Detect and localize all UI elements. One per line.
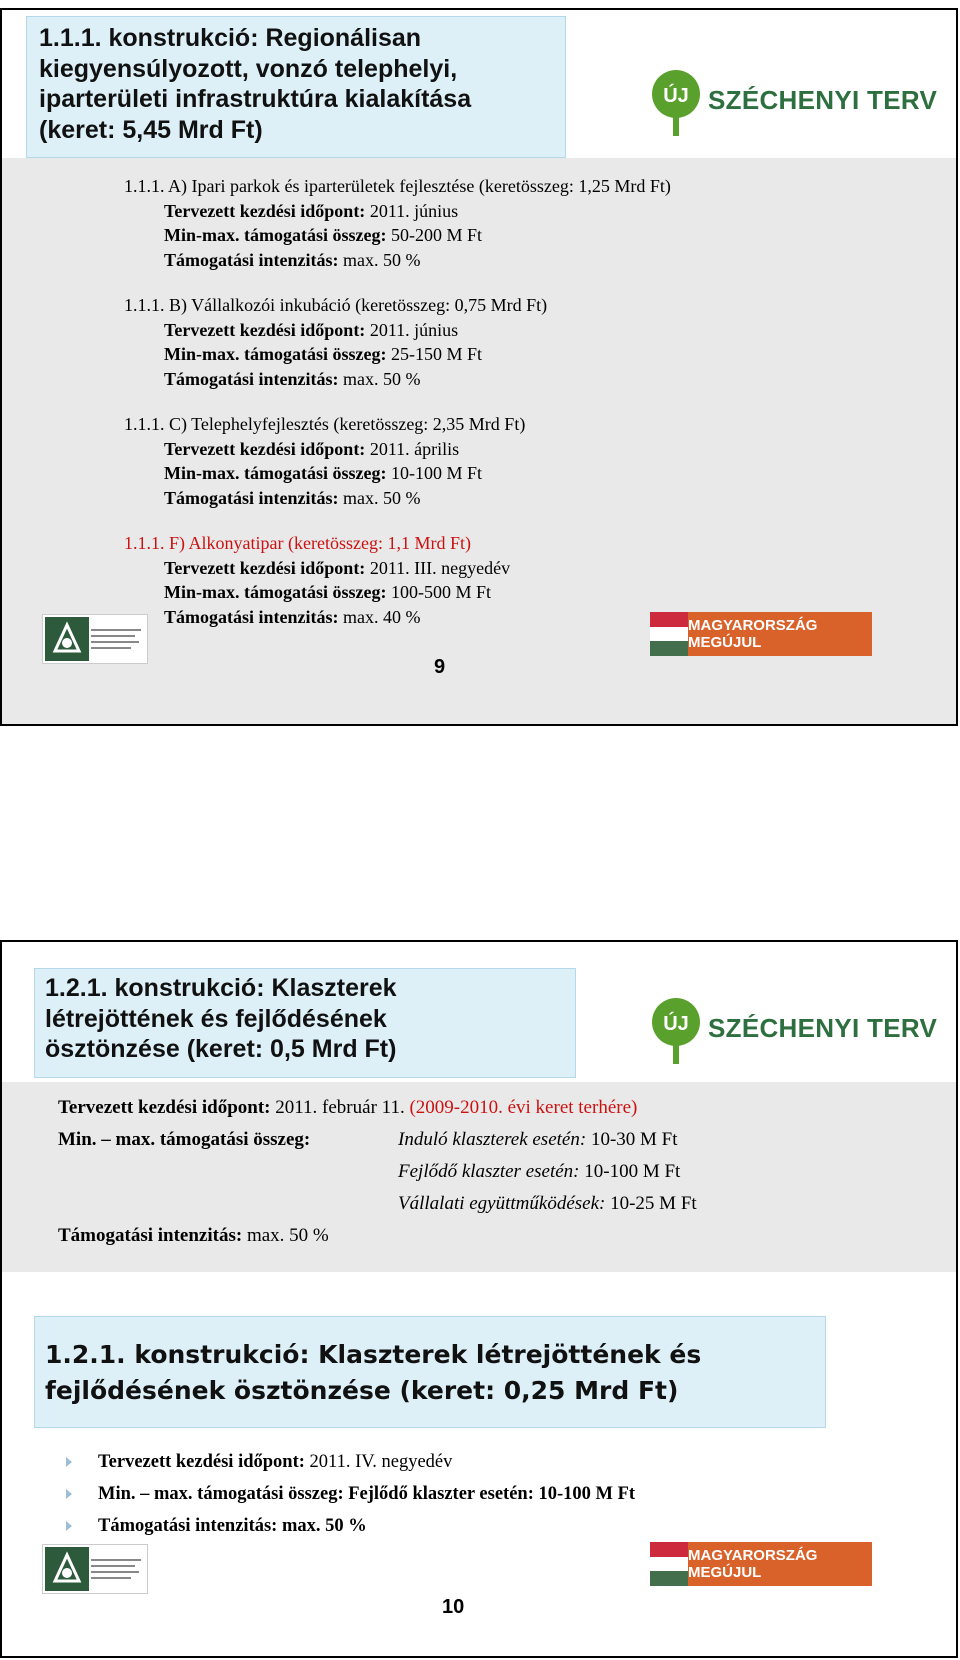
intensity-value: max. 40 % [343, 606, 421, 627]
agency-logo-lines [91, 1555, 141, 1583]
subtitle [34, 1316, 826, 1428]
logo-badge: ÚJ [663, 1013, 689, 1035]
section-f [124, 531, 671, 629]
section-a [124, 174, 671, 272]
start-label: Tervezett kezdési időpont: [164, 557, 366, 578]
list-item [66, 1478, 635, 1510]
start-value: 2011. június [369, 319, 459, 340]
agency-logo-lines [91, 625, 141, 653]
logo-badge: ÚJ [663, 85, 689, 107]
slide-9 [0, 8, 958, 726]
magyarorszag-megujul-logo [650, 1542, 872, 1586]
logo-text: SZÉCHENYI TERV [708, 84, 938, 115]
intensity-label: Támogatási intenzitás: [164, 249, 339, 270]
section-list [124, 174, 671, 629]
start-value: 2011. február 11. [275, 1097, 405, 1118]
slide-title [26, 16, 566, 158]
bullet-value: 2011. IV. negyedév [309, 1452, 453, 1472]
agency-emblem-icon [45, 1547, 89, 1591]
start-value: 2011. április [369, 438, 460, 459]
intensity-value: max. 50 % [343, 368, 421, 389]
details [58, 1092, 697, 1252]
start-note: (2009-2010. évi keret terhére) [409, 1097, 638, 1118]
range-value: 10-30 M Ft [590, 1129, 678, 1150]
section-heading: 1.1.1. A) Ipari parkok és iparterületek fejlesztése (keretösszeg: 1,25 Mrd Ft) [124, 176, 671, 196]
bullet-arrow-icon [66, 1457, 72, 1467]
bullet-arrow-icon [66, 1521, 72, 1531]
subtitle-line: 1.2.1. konstrukció: Klaszterek létrejöttének és [45, 1340, 702, 1369]
range-value: 10-100 M Ft [584, 1161, 681, 1182]
range-label: Min-max. támogatási összeg: [164, 344, 387, 364]
title-line: kiegyensúlyozott, vonzó telephelyi, [39, 54, 458, 83]
title-line: ösztönzése (keret: 0,5 Mrd Ft) [45, 1035, 397, 1063]
list-item [66, 1446, 635, 1478]
location-pin-icon [650, 996, 702, 1068]
start-value: 2011. június [369, 200, 459, 221]
bullet-label: Min. – max. támogatási összeg: Fejlődő klaszter esetén: 10-100 M Ft [98, 1484, 636, 1504]
szechenyi-terv-logo [650, 68, 937, 140]
page-number: 9 [434, 656, 446, 678]
title-line: (keret: 5,45 Mrd Ft) [39, 115, 263, 144]
start-value: 2011. III. negyedév [369, 557, 511, 578]
range-label-develop: Fejlődő klaszter esetén: [398, 1161, 580, 1182]
agency-emblem-icon [45, 617, 89, 661]
range-label-start: Induló klaszterek esetén: [398, 1129, 587, 1150]
page-number: 10 [442, 1596, 465, 1618]
range-value: 50-200 M Ft [390, 225, 482, 245]
list-item [66, 1510, 635, 1542]
range-value: 100-500 M Ft [390, 582, 491, 602]
slide-title [34, 968, 576, 1078]
intensity-label: Támogatási intenzitás: [164, 368, 339, 389]
range-label: Min-max. támogatási összeg: [164, 463, 387, 483]
intensity-label: Támogatási intenzitás: [164, 487, 339, 508]
title-line: létrejöttének és fejlődésének [45, 1004, 387, 1033]
subtitle-line: fejlődésének ösztönzése (keret: 0,25 Mrd Ft) [45, 1376, 679, 1405]
slide-10 [0, 940, 958, 1658]
bullet-list [66, 1446, 635, 1542]
start-label: Tervezett kezdési időpont: [164, 319, 366, 340]
range-label-coop: Vállalati együttműködések: [398, 1193, 606, 1214]
range-value: 10-25 M Ft [610, 1193, 697, 1214]
hungarian-flag-icon [650, 1542, 688, 1586]
intensity-label: Támogatási intenzitás: [164, 606, 339, 627]
magyarorszag-megujul-logo [650, 612, 872, 656]
title-line: 1.1.1. konstrukció: Regionálisan [39, 24, 422, 52]
start-label: Tervezett kezdési időpont: [58, 1097, 271, 1118]
logo-text: SZÉCHENYI TERV [708, 1012, 938, 1043]
start-label: Tervezett kezdési időpont: [164, 438, 366, 459]
banner-text: MAGYARORSZÁG MEGÚJUL [688, 612, 872, 656]
agency-logo [42, 614, 148, 664]
location-pin-icon [650, 68, 702, 140]
range-label: Min-max. támogatási összeg: [164, 225, 387, 245]
range-label: Min. – max. támogatási összeg: [58, 1129, 311, 1150]
intensity-value: max. 50 % [246, 1225, 329, 1246]
bullet-label: Támogatási intenzitás: max. 50 % [98, 1516, 367, 1536]
title-line: iparterületi infrastruktúra kialakítása [39, 85, 472, 113]
hungarian-flag-icon [650, 612, 688, 656]
section-heading: 1.1.1. F) Alkonyatipar (keretösszeg: 1,1 Mrd Ft) [124, 533, 471, 553]
section-heading: 1.1.1. B) Vállalkozói inkubáció (keretösszeg: 0,75 Mrd Ft) [124, 295, 548, 315]
bullet-arrow-icon [66, 1489, 72, 1499]
section-c [124, 412, 671, 510]
intensity-value: max. 50 % [343, 249, 421, 270]
szechenyi-terv-logo [650, 996, 937, 1068]
range-label: Min-max. támogatási összeg: [164, 582, 387, 602]
range-value: 25-150 M Ft [390, 344, 482, 364]
section-heading: 1.1.1. C) Telephelyfejlesztés (keretösszeg: 2,35 Mrd Ft) [124, 414, 526, 434]
bullet-label: Tervezett kezdési időpont: [98, 1452, 305, 1472]
agency-logo [42, 1544, 148, 1594]
range-value: 10-100 M Ft [390, 463, 482, 483]
intensity-value: max. 50 % [343, 487, 421, 508]
title-line: 1.2.1. konstrukció: Klaszterek [45, 974, 397, 1002]
section-b [124, 293, 671, 391]
start-label: Tervezett kezdési időpont: [164, 200, 366, 221]
intensity-label: Támogatási intenzitás: [58, 1225, 243, 1246]
banner-text: MAGYARORSZÁG MEGÚJUL [688, 1542, 872, 1586]
